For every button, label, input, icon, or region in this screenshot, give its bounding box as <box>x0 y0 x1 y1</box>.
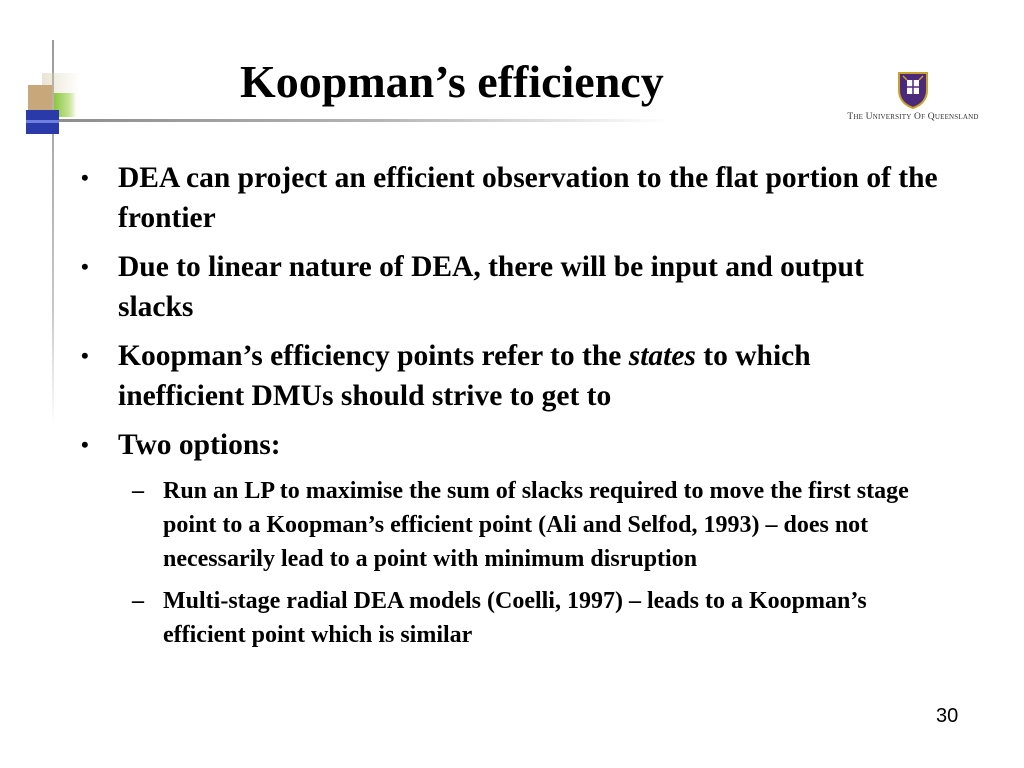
slide-body <box>80 158 940 660</box>
template-decor-square-tan <box>28 85 52 113</box>
bullet-text: Two options: <box>118 429 281 461</box>
slide-title: Koopman’s efficiency <box>240 56 664 107</box>
bullet-marker: • <box>81 254 89 279</box>
bullet-emphasis: states <box>628 340 696 372</box>
sub-bullet-text: Run an LP to maximise the sum of slacks required to move the first stage point to a Koopman’s efficient point (Ali and Selfod, 1993) – does not necessarily lead to a point with minimum disruption <box>163 478 909 572</box>
university-logo <box>838 70 988 126</box>
template-decor-stripe <box>26 120 59 123</box>
bullet-text-part: to which inefficient DMUs should strive to get to <box>118 340 811 412</box>
bullet-text: Due to linear nature of DEA, there will be input and output slacks <box>118 251 864 323</box>
university-name: The University Of Queensland <box>847 112 979 122</box>
bullet-text-part: Koopman’s efficiency points refer to the <box>118 340 629 372</box>
sub-bullet-marker: – <box>132 588 144 614</box>
bullet-item <box>80 158 940 238</box>
sub-bullet-item <box>80 584 940 652</box>
bullet-marker: • <box>81 432 89 457</box>
bullet-item <box>80 247 940 327</box>
sub-bullet-item <box>80 474 940 576</box>
sub-bullet-text: Multi-stage radial DEA models (Coelli, 1997) – leads to a Koopman’s efficient point which is similar <box>163 588 867 648</box>
template-title-rule <box>30 119 670 122</box>
bullet-marker: • <box>81 343 89 368</box>
bullet-marker: • <box>81 165 89 190</box>
bullet-item <box>80 425 940 465</box>
bullet-text: DEA can project an efficient observation to the flat portion of the frontier <box>118 162 938 234</box>
sub-bullet-marker: – <box>132 478 144 504</box>
crest-icon <box>895 70 931 110</box>
page-number: 30 <box>936 705 959 727</box>
bullet-item <box>80 336 940 416</box>
